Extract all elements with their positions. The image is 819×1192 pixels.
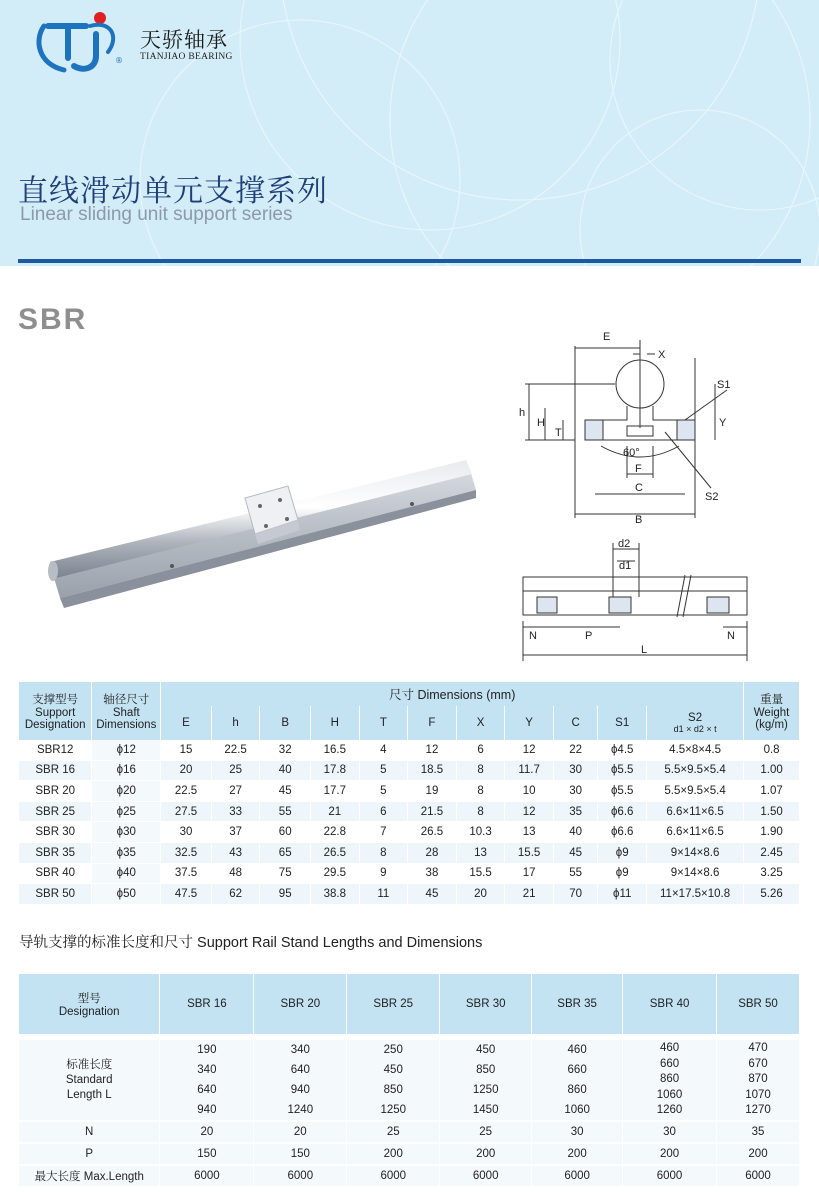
value-cell: ϕ4.5 <box>598 740 647 760</box>
label-d2: d2 <box>618 538 631 550</box>
value-cell: 12 <box>505 740 554 760</box>
product-image <box>40 430 510 670</box>
col-b: B <box>260 706 311 740</box>
header-designation: 型号 Designation <box>19 974 160 1034</box>
value-cell: 15.5 <box>505 842 554 863</box>
value-cell: 5.5×9.5×5.4 <box>647 760 744 781</box>
value-cell: 10.3 <box>456 822 505 843</box>
col-h: H <box>311 706 360 740</box>
length-cell: 860 <box>532 1080 623 1100</box>
length-cell: 1060 <box>532 1100 623 1121</box>
designation-cell: SBR 25 <box>19 801 92 822</box>
value-cell: 30 <box>161 822 212 843</box>
label-s2: S2 <box>705 491 719 503</box>
max-length-cell: 6000 <box>160 1165 254 1186</box>
sbr50-lengths: 470 670 870 1070 1270 <box>717 1040 800 1121</box>
label-l: L <box>641 644 648 656</box>
n-cell: 35 <box>717 1121 800 1143</box>
series-label: SBR <box>18 303 88 336</box>
value-cell: 62 <box>211 884 260 905</box>
length-cell: 850 <box>347 1080 440 1100</box>
value-cell: 55 <box>553 863 598 884</box>
col-y: Y <box>505 706 554 740</box>
length-cell: 850 <box>440 1060 532 1080</box>
value-cell: 15 <box>161 740 212 760</box>
value-cell: 40 <box>260 760 311 781</box>
shaft-cell: ϕ12 <box>92 740 161 760</box>
value-cell: 95 <box>260 884 311 905</box>
label-d1: d1 <box>619 560 632 572</box>
length-cell: 640 <box>254 1060 347 1080</box>
p-cell: 200 <box>532 1143 623 1165</box>
value-cell: 22.5 <box>211 740 260 760</box>
value-cell: 21 <box>311 801 360 822</box>
value-cell: 17.7 <box>311 781 360 802</box>
value-cell: 8 <box>359 842 408 863</box>
max-length-cell: 6000 <box>254 1165 347 1186</box>
value-cell: 1.90 <box>744 822 800 843</box>
table-row <box>19 884 800 905</box>
value-cell: 37 <box>211 822 260 843</box>
sbr40-lengths: 460 660 860 1060 1260 <box>623 1040 717 1121</box>
table-row <box>19 740 800 760</box>
value-cell: 1.50 <box>744 801 800 822</box>
p-cell: 200 <box>440 1143 532 1165</box>
shaft-cell: ϕ30 <box>92 822 161 843</box>
value-cell: 15.5 <box>456 863 505 884</box>
col-s1: S1 <box>598 706 647 740</box>
value-cell: 19 <box>408 781 457 802</box>
value-cell: 5 <box>359 760 408 781</box>
table-row <box>19 760 800 781</box>
value-cell: 21 <box>505 884 554 905</box>
value-cell: 22 <box>553 740 598 760</box>
col-s2: S2 d1 × d2 × t <box>647 706 744 740</box>
page-title-en: Linear sliding unit support series <box>20 204 293 225</box>
length-cell: 940 <box>254 1080 347 1100</box>
value-cell: 29.5 <box>311 863 360 884</box>
label-y: Y <box>719 417 727 429</box>
n-cell: 20 <box>254 1121 347 1143</box>
model-header: SBR 35 <box>532 974 623 1034</box>
company-logo-icon <box>30 6 130 76</box>
designation-cell: SBR 35 <box>19 842 92 863</box>
value-cell: 12 <box>408 740 457 760</box>
table-row <box>19 842 800 863</box>
standard-length-label: 标准长度 Standard Length L <box>19 1040 160 1121</box>
value-cell: 45 <box>408 884 457 905</box>
page-title-cn: 直线滑动单元支撑系列 <box>18 174 328 209</box>
value-cell: 55 <box>260 801 311 822</box>
shaft-cell: ϕ20 <box>92 781 161 802</box>
value-cell: 16.5 <box>311 740 360 760</box>
table-row <box>19 863 800 884</box>
value-cell: ϕ11 <box>598 884 647 905</box>
n-cell: 30 <box>532 1121 623 1143</box>
label-n-right: N <box>727 630 735 642</box>
section-title-lengths: 导轨支撑的标准长度和尺寸 Support Rail Stand Lengths and Dimensions <box>19 935 483 951</box>
value-cell: 7 <box>359 822 408 843</box>
length-cell: 940 <box>160 1100 254 1121</box>
value-cell: 8 <box>456 781 505 802</box>
value-cell: 45 <box>260 781 311 802</box>
model-header: SBR 40 <box>623 974 717 1034</box>
model-header: SBR 50 <box>717 974 800 1034</box>
value-cell: 47.5 <box>161 884 212 905</box>
value-cell: 1.00 <box>744 760 800 781</box>
header-shaft: 轴径尺寸 Shaft Dimensions <box>92 682 161 740</box>
header-designation: 支撑型号 Support Designation <box>19 682 92 740</box>
col-t: T <box>359 706 408 740</box>
length-cell: 340 <box>254 1040 347 1060</box>
col-s2-sub: d1 × d2 × t <box>673 724 717 734</box>
shaft-cell: ϕ40 <box>92 863 161 884</box>
value-cell: 9 <box>359 863 408 884</box>
length-cell: 660 <box>532 1060 623 1080</box>
dimensions-table <box>19 682 800 905</box>
length-cell: 1450 <box>440 1100 532 1121</box>
n-cell: 25 <box>440 1121 532 1143</box>
table-row <box>19 781 800 802</box>
value-cell: 6.6×11×6.5 <box>647 822 744 843</box>
value-cell: 45 <box>553 842 598 863</box>
max-length-cell: 6000 <box>440 1165 532 1186</box>
value-cell: 4.5×8×4.5 <box>647 740 744 760</box>
value-cell: 48 <box>211 863 260 884</box>
header-dimensions: 尺寸 Dimensions (mm) <box>161 682 744 706</box>
value-cell: 13 <box>505 822 554 843</box>
value-cell: 28 <box>408 842 457 863</box>
value-cell: 26.5 <box>311 842 360 863</box>
length-cell: 450 <box>347 1060 440 1080</box>
dimensions-table-body <box>19 740 800 904</box>
value-cell: 37.5 <box>161 863 212 884</box>
value-cell: 8 <box>456 801 505 822</box>
value-cell: ϕ9 <box>598 863 647 884</box>
value-cell: 38.8 <box>311 884 360 905</box>
label-e: E <box>603 331 611 343</box>
label-c: C <box>635 482 643 494</box>
length-cell: 1240 <box>254 1100 347 1121</box>
label-angle: 60° <box>623 447 640 459</box>
value-cell: 6 <box>456 740 505 760</box>
lengths-table <box>19 974 800 1186</box>
max-length-label: 最大长度 Max.Length <box>19 1165 160 1186</box>
value-cell: ϕ9 <box>598 842 647 863</box>
value-cell: 0.8 <box>744 740 800 760</box>
value-cell: 10 <box>505 781 554 802</box>
label-t: T <box>555 427 562 439</box>
p-label: P <box>19 1143 160 1165</box>
value-cell: 40 <box>553 822 598 843</box>
cross-section-drawing <box>515 328 755 528</box>
n-cell: 25 <box>347 1121 440 1143</box>
value-cell: 11 <box>359 884 408 905</box>
max-length-cell: 6000 <box>623 1165 717 1186</box>
value-cell: 12 <box>505 801 554 822</box>
length-cell: 450 <box>440 1040 532 1060</box>
shaft-cell: ϕ16 <box>92 760 161 781</box>
header-weight: 重量 Weight (kg/m) <box>744 682 800 740</box>
value-cell: 70 <box>553 884 598 905</box>
designation-cell: SBR 30 <box>19 822 92 843</box>
label-h: H <box>537 417 545 429</box>
value-cell: 2.45 <box>744 842 800 863</box>
value-cell: 27.5 <box>161 801 212 822</box>
shaft-cell: ϕ25 <box>92 801 161 822</box>
value-cell: 17.8 <box>311 760 360 781</box>
value-cell: ϕ6.6 <box>598 801 647 822</box>
length-cell: 640 <box>160 1080 254 1100</box>
n-label: N <box>19 1121 160 1143</box>
label-h-small: h <box>519 407 526 419</box>
designation-cell: SBR 40 <box>19 863 92 884</box>
label-p: P <box>585 630 593 642</box>
value-cell: 9×14×8.6 <box>647 842 744 863</box>
value-cell: 35 <box>553 801 598 822</box>
value-cell: 18.5 <box>408 760 457 781</box>
value-cell: 32 <box>260 740 311 760</box>
col-f: F <box>408 706 457 740</box>
value-cell: ϕ5.5 <box>598 760 647 781</box>
value-cell: 6.6×11×6.5 <box>647 801 744 822</box>
n-cell: 30 <box>623 1121 717 1143</box>
designation-cell: SBR12 <box>19 740 92 760</box>
p-cell: 200 <box>717 1143 800 1165</box>
value-cell: 33 <box>211 801 260 822</box>
label-f: F <box>635 463 642 475</box>
length-cell: 190 <box>160 1040 254 1060</box>
value-cell: 4 <box>359 740 408 760</box>
p-cell: 200 <box>347 1143 440 1165</box>
col-e: E <box>161 706 212 740</box>
value-cell: 8 <box>456 760 505 781</box>
side-view-drawing <box>515 535 755 665</box>
length-cell: 460 <box>532 1040 623 1060</box>
col-h-small: h <box>211 706 260 740</box>
value-cell: 5 <box>359 781 408 802</box>
shaft-cell: ϕ35 <box>92 842 161 863</box>
value-cell: 30 <box>553 781 598 802</box>
company-name-en: TIANJIAO BEARING <box>140 52 233 62</box>
value-cell: 11.7 <box>505 760 554 781</box>
p-cell: 150 <box>160 1143 254 1165</box>
page-header <box>0 0 819 266</box>
value-cell: 30 <box>553 760 598 781</box>
length-cell: 1250 <box>347 1100 440 1121</box>
value-cell: 5.26 <box>744 884 800 905</box>
value-cell: 5.5×9.5×5.4 <box>647 781 744 802</box>
label-x: X <box>658 349 666 361</box>
value-cell: 13 <box>456 842 505 863</box>
length-cell: 250 <box>347 1040 440 1060</box>
label-s1: S1 <box>717 379 731 391</box>
value-cell: 22.8 <box>311 822 360 843</box>
max-length-cell: 6000 <box>347 1165 440 1186</box>
registered-mark: ® <box>115 56 123 65</box>
value-cell: 6 <box>359 801 408 822</box>
model-header: SBR 25 <box>347 974 440 1034</box>
value-cell: 38 <box>408 863 457 884</box>
value-cell: 20 <box>456 884 505 905</box>
designation-cell: SBR 16 <box>19 760 92 781</box>
shaft-cell: ϕ50 <box>92 884 161 905</box>
table-row <box>19 822 800 843</box>
value-cell: 75 <box>260 863 311 884</box>
company-name-cn: 天骄轴承 <box>140 28 228 52</box>
model-header: SBR 30 <box>440 974 532 1034</box>
value-cell: 3.25 <box>744 863 800 884</box>
n-cell: 20 <box>160 1121 254 1143</box>
label-n-left: N <box>529 630 537 642</box>
model-header: SBR 20 <box>254 974 347 1034</box>
length-cell: 1250 <box>440 1080 532 1100</box>
col-x: X <box>456 706 505 740</box>
value-cell: 17 <box>505 863 554 884</box>
max-length-cell: 6000 <box>717 1165 800 1186</box>
value-cell: 1.07 <box>744 781 800 802</box>
value-cell: 43 <box>211 842 260 863</box>
value-cell: 9×14×8.6 <box>647 863 744 884</box>
value-cell: 60 <box>260 822 311 843</box>
designation-cell: SBR 50 <box>19 884 92 905</box>
value-cell: 11×17.5×10.8 <box>647 884 744 905</box>
p-cell: 200 <box>623 1143 717 1165</box>
header-divider <box>18 259 801 263</box>
value-cell: 22.5 <box>161 781 212 802</box>
designation-cell: SBR 20 <box>19 781 92 802</box>
col-c: C <box>553 706 598 740</box>
length-cell: 340 <box>160 1060 254 1080</box>
value-cell: 21.5 <box>408 801 457 822</box>
value-cell: 65 <box>260 842 311 863</box>
value-cell: 20 <box>161 760 212 781</box>
value-cell: ϕ5.5 <box>598 781 647 802</box>
value-cell: 27 <box>211 781 260 802</box>
value-cell: 32.5 <box>161 842 212 863</box>
value-cell: 25 <box>211 760 260 781</box>
value-cell: 26.5 <box>408 822 457 843</box>
model-header: SBR 16 <box>160 974 254 1034</box>
max-length-cell: 6000 <box>532 1165 623 1186</box>
value-cell: ϕ6.6 <box>598 822 647 843</box>
label-b: B <box>635 514 643 526</box>
table-row <box>19 801 800 822</box>
p-cell: 150 <box>254 1143 347 1165</box>
